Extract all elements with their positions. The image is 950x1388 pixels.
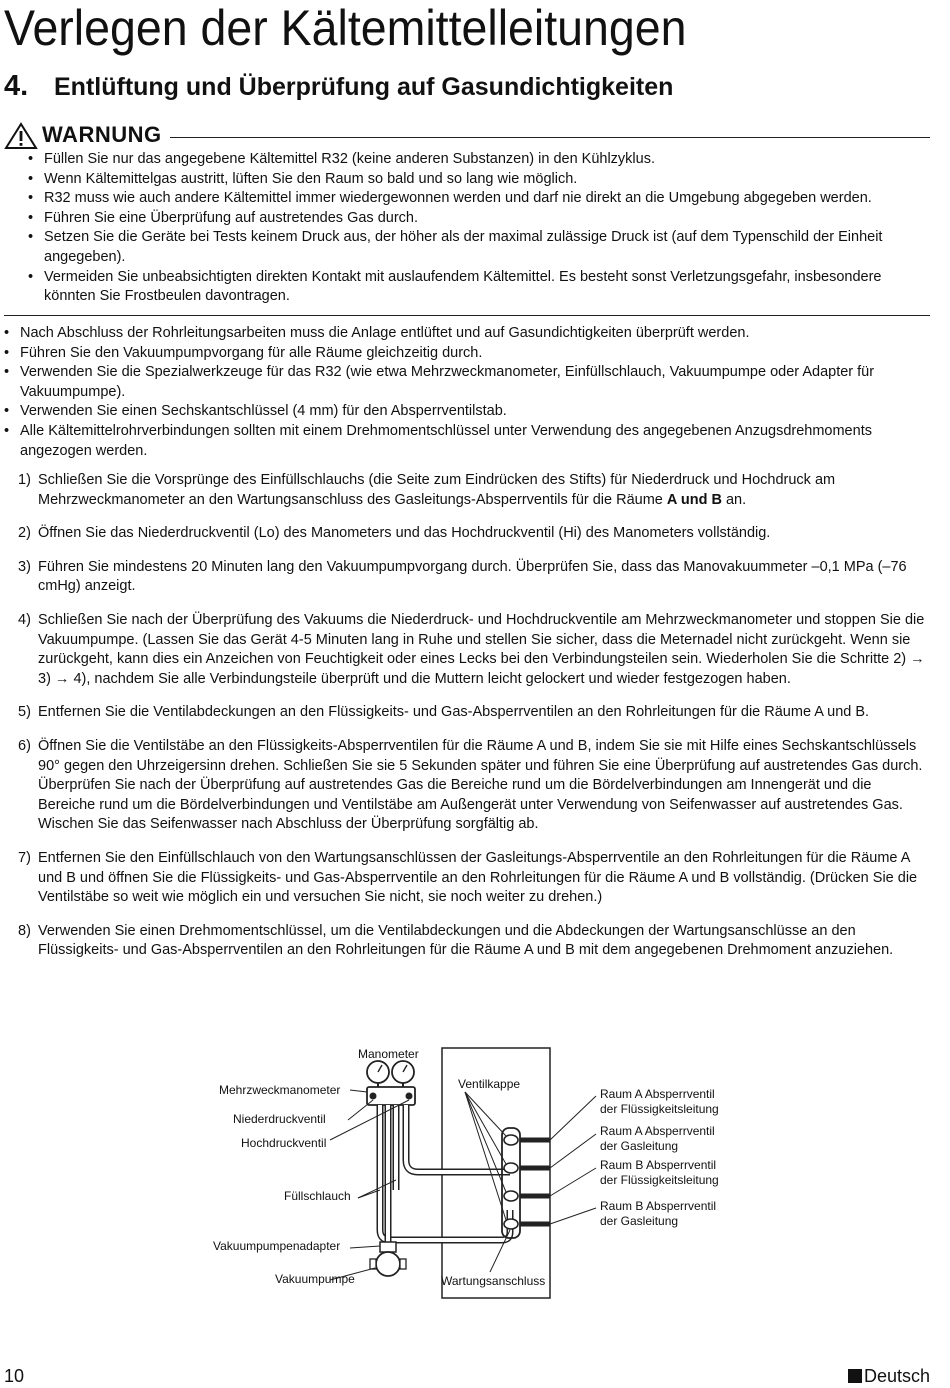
label-line: der Gasleitung <box>600 1138 679 1153</box>
list-item: • R32 muss wie auch andere Kältemittel immer wiedergewonnen werden und darf nie direkt an die Umgebung abgegeben werden. <box>28 189 930 209</box>
label-manometer: Manometer <box>358 1047 419 1061</box>
step-number: 2) <box>18 525 31 542</box>
section-title: Entlüftung und Überprüfung auf Gasundichtigkeiten <box>54 73 674 101</box>
step-item <box>4 524 930 544</box>
step-item <box>4 922 930 961</box>
label-raum-a-gas <box>600 1124 715 1153</box>
label-line: der Flüssigkeitsleitung <box>600 1172 719 1187</box>
page-title: Verlegen der Kältemittelleitungen <box>4 0 687 56</box>
step-number: 7) <box>18 849 31 866</box>
label-line: Raum A Absperrventil <box>600 1124 715 1138</box>
step-item <box>4 558 930 597</box>
vacuum-diagram <box>210 1040 740 1300</box>
page-number: 10 <box>4 1366 25 1386</box>
step-text-end: an. <box>721 491 747 508</box>
list-item: • Setzen Sie die Geräte bei Tests keinem Druck aus, der höher als der maximal zulässige Druck ist (auf dem Typenschild der Einheit angegeben). <box>28 228 930 267</box>
step-number: 8) <box>18 922 31 939</box>
list-item: • Führen Sie eine Überprüfung auf austretendes Gas durch. <box>28 209 930 229</box>
label-raum-b-gas <box>600 1199 716 1228</box>
procedure-steps <box>4 471 930 975</box>
label-line: Raum B Absperrventil <box>600 1199 717 1213</box>
label-line: der Gasleitung <box>600 1213 679 1228</box>
list-item: • Nach Abschluss der Rohrleitungsarbeiten muss die Anlage entlüftet und auf Gasundichtigkeiten überprüft werden. <box>4 324 930 344</box>
list-item: • Wenn Kältemittelgas austritt, lüften Sie den Raum so bald und so lang wie möglich. <box>28 170 930 190</box>
label-fuellschlauch: Füllschlauch <box>284 1189 351 1203</box>
warning-triangle-icon <box>4 122 38 150</box>
list-item: • Verwenden Sie die Spezialwerkzeuge für das R32 (wie etwa Mehrzweckmanometer, Einfüllschlauch, Vakuumpumpe oder Adapter für Vakuumpumpe). <box>4 363 930 402</box>
step-text: Entfernen Sie den Einfüllschlauch von den Wartungsanschlüssen der Gasleitungs-Absperrventile an den Rohrleitungen für die Räume A und B und öffnen Sie die Flüssigkeits- und Gas-Absperrventile an den Rohrleitungen für die Räume A und B vollständig. (Drücken Sie die Ventilstäbe so weit wie möglich ein und versuchen Sie nicht, sie noch weiter zu drehen.) <box>38 849 918 906</box>
label-vakuumpumpe: Vakuumpumpe <box>275 1272 355 1286</box>
label-mehrzweckmanometer: Mehrzweckmanometer <box>219 1083 341 1097</box>
label-line: Raum A Absperrventil <box>600 1087 715 1101</box>
warning-divider <box>170 137 930 138</box>
label-raum-a-fluessig <box>600 1087 719 1116</box>
step-text: Schließen Sie nach der Überprüfung des Vakuums die Niederdruck- und Hochdruckventile am Mehrzweckmanometer und stoppen Sie die Vakuumpumpe. (Lassen Sie das Gerät 4-5 Minuten lang in Ruhe und stellen Sie sicher, dass die Meternadel nicht zurückgeht. Wenn sie zurückgeht, kann dies ein Anzeichen von Feuchtigkeit oder eines Lecks bei den Verbindungsteilen sein. Wiederholen Sie die Schritte 2) → 3) → 4), nachdem Sie alle Verbindungsteile überprüft und die Muttern leicht gelockert und wieder festgezogen haben. <box>38 611 925 687</box>
step-item <box>4 471 930 510</box>
step-item <box>4 737 930 835</box>
label-line: der Flüssigkeitsleitung <box>600 1101 719 1116</box>
warning-header <box>4 121 930 151</box>
step-text: Entfernen Sie die Ventilabdeckungen an den Flüssigkeits- und Gas-Absperrventilen an den Rohrleitungen für die Räume A und B. <box>38 704 870 721</box>
list-item: • Füllen Sie nur das angegebene Kältemittel R32 (keine anderen Substanzen) in den Kühlzyklus. <box>28 150 930 170</box>
step-text-extra: Überprüfen Sie nach der Überprüfung auf austretendes Gas die Bereiche rund um die Bördelverbindungen am Innengerät und die Bereiche rund um die Bördelverbindungen und Ventilstäbe am Außengerät unter Verwendung von Seifenwasser auf austretendes Gas. <box>38 777 903 813</box>
step-number: 4) <box>18 611 31 628</box>
warning-label: WARNUNG <box>42 122 162 147</box>
label-ventilkappe: Ventilkappe <box>458 1077 521 1091</box>
list-item: • Vermeiden Sie unbeabsichtigten direkten Kontakt mit auslaufendem Kältemittel. Es besteht sonst Verletzungsgefahr, insbesondere könnten Sie Frostbeulen davontragen. <box>28 268 930 307</box>
label-niederdruckventil: Niederdruckventil <box>233 1112 326 1126</box>
section-number: 4. <box>4 70 29 102</box>
vacuum-pump-body <box>376 1252 400 1276</box>
step-number: 1) <box>18 472 31 488</box>
label-line: Raum B Absperrventil <box>600 1158 717 1172</box>
list-item: • Führen Sie den Vakuumpumpvorgang für alle Räume gleichzeitig durch. <box>4 344 930 364</box>
label-hochdruckventil: Hochdruckventil <box>241 1136 327 1150</box>
language-label: Deutsch <box>863 1366 930 1386</box>
label-wartungsanschluss: Wartungsanschluss <box>441 1274 546 1288</box>
label-vakuumpumpenadapter: Vakuumpumpenadapter <box>213 1239 341 1253</box>
step-item <box>4 703 930 723</box>
list-item: • Alle Kältemittelrohrverbindungen sollten mit einem Drehmomentschlüssel unter Verwendung des angegebenen Anzugsdrehmoments angezogen werden. <box>4 422 930 461</box>
pump-adapter <box>380 1242 396 1252</box>
step-text: Verwenden Sie einen Drehmomentschlüssel, um die Ventilabdeckungen und die Abdeckungen der Wartungsanschlüsse an den Flüssigkeits- und Gas-Absperrventilen an den Rohrleitungen für die Räume A und B mit dem angegebenen Drehmoment anzuziehen. <box>38 922 894 959</box>
step-text: Schließen Sie die Vorsprünge des Einfüllschlauchs (die Seite zum Eindrücken des Stifts) für Niederdruck und Hochdruck am Mehrzweckmanometer an den Wartungsanschluss des Gasleitungs-Absperrventils für die Räume <box>38 472 836 508</box>
label-raum-b-fluessig <box>600 1158 719 1187</box>
step-text: Öffnen Sie die Ventilstäbe an den Flüssigkeits-Absperrventilen für die Räume A und B, indem Sie sie mit Hilfe eines Sechskantschlüssels 90° gegen den Uhrzeigersinn drehen. Schließen Sie sie 5 Sekunden später und führen Sie eine Überprüfung auf austretendes Gas durch. <box>38 737 923 774</box>
language-marker <box>848 1366 930 1387</box>
warning-end-divider <box>4 315 930 316</box>
warning-list <box>28 150 930 307</box>
general-notes-list <box>4 324 930 461</box>
black-square-icon <box>848 1369 862 1383</box>
step-number: 3) <box>18 558 31 575</box>
step-number: 5) <box>18 704 31 721</box>
step-number: 6) <box>18 737 31 754</box>
step-text: Öffnen Sie das Niederdruckventil (Lo) des Manometers und das Hochdruckventil (Hi) des Manometers vollständig. <box>38 525 771 542</box>
step-bold-text: A und B <box>666 491 722 508</box>
step-text: Führen Sie mindestens 20 Minuten lang den Vakuumpumpvorgang durch. Überprüfen Sie, dass das Manovakuummeter –0,1 MPa (–76 cmHg) anzeigt. <box>38 558 907 595</box>
step-text-extra: Wischen Sie das Seifenwasser nach Abschluss der Überprüfung sorgfältig ab. <box>38 816 539 833</box>
step-item <box>4 611 930 689</box>
step-item <box>4 849 930 908</box>
section-heading <box>4 68 673 105</box>
list-item: • Verwenden Sie einen Sechskantschlüssel (4 mm) für den Absperrventilstab. <box>4 402 930 422</box>
